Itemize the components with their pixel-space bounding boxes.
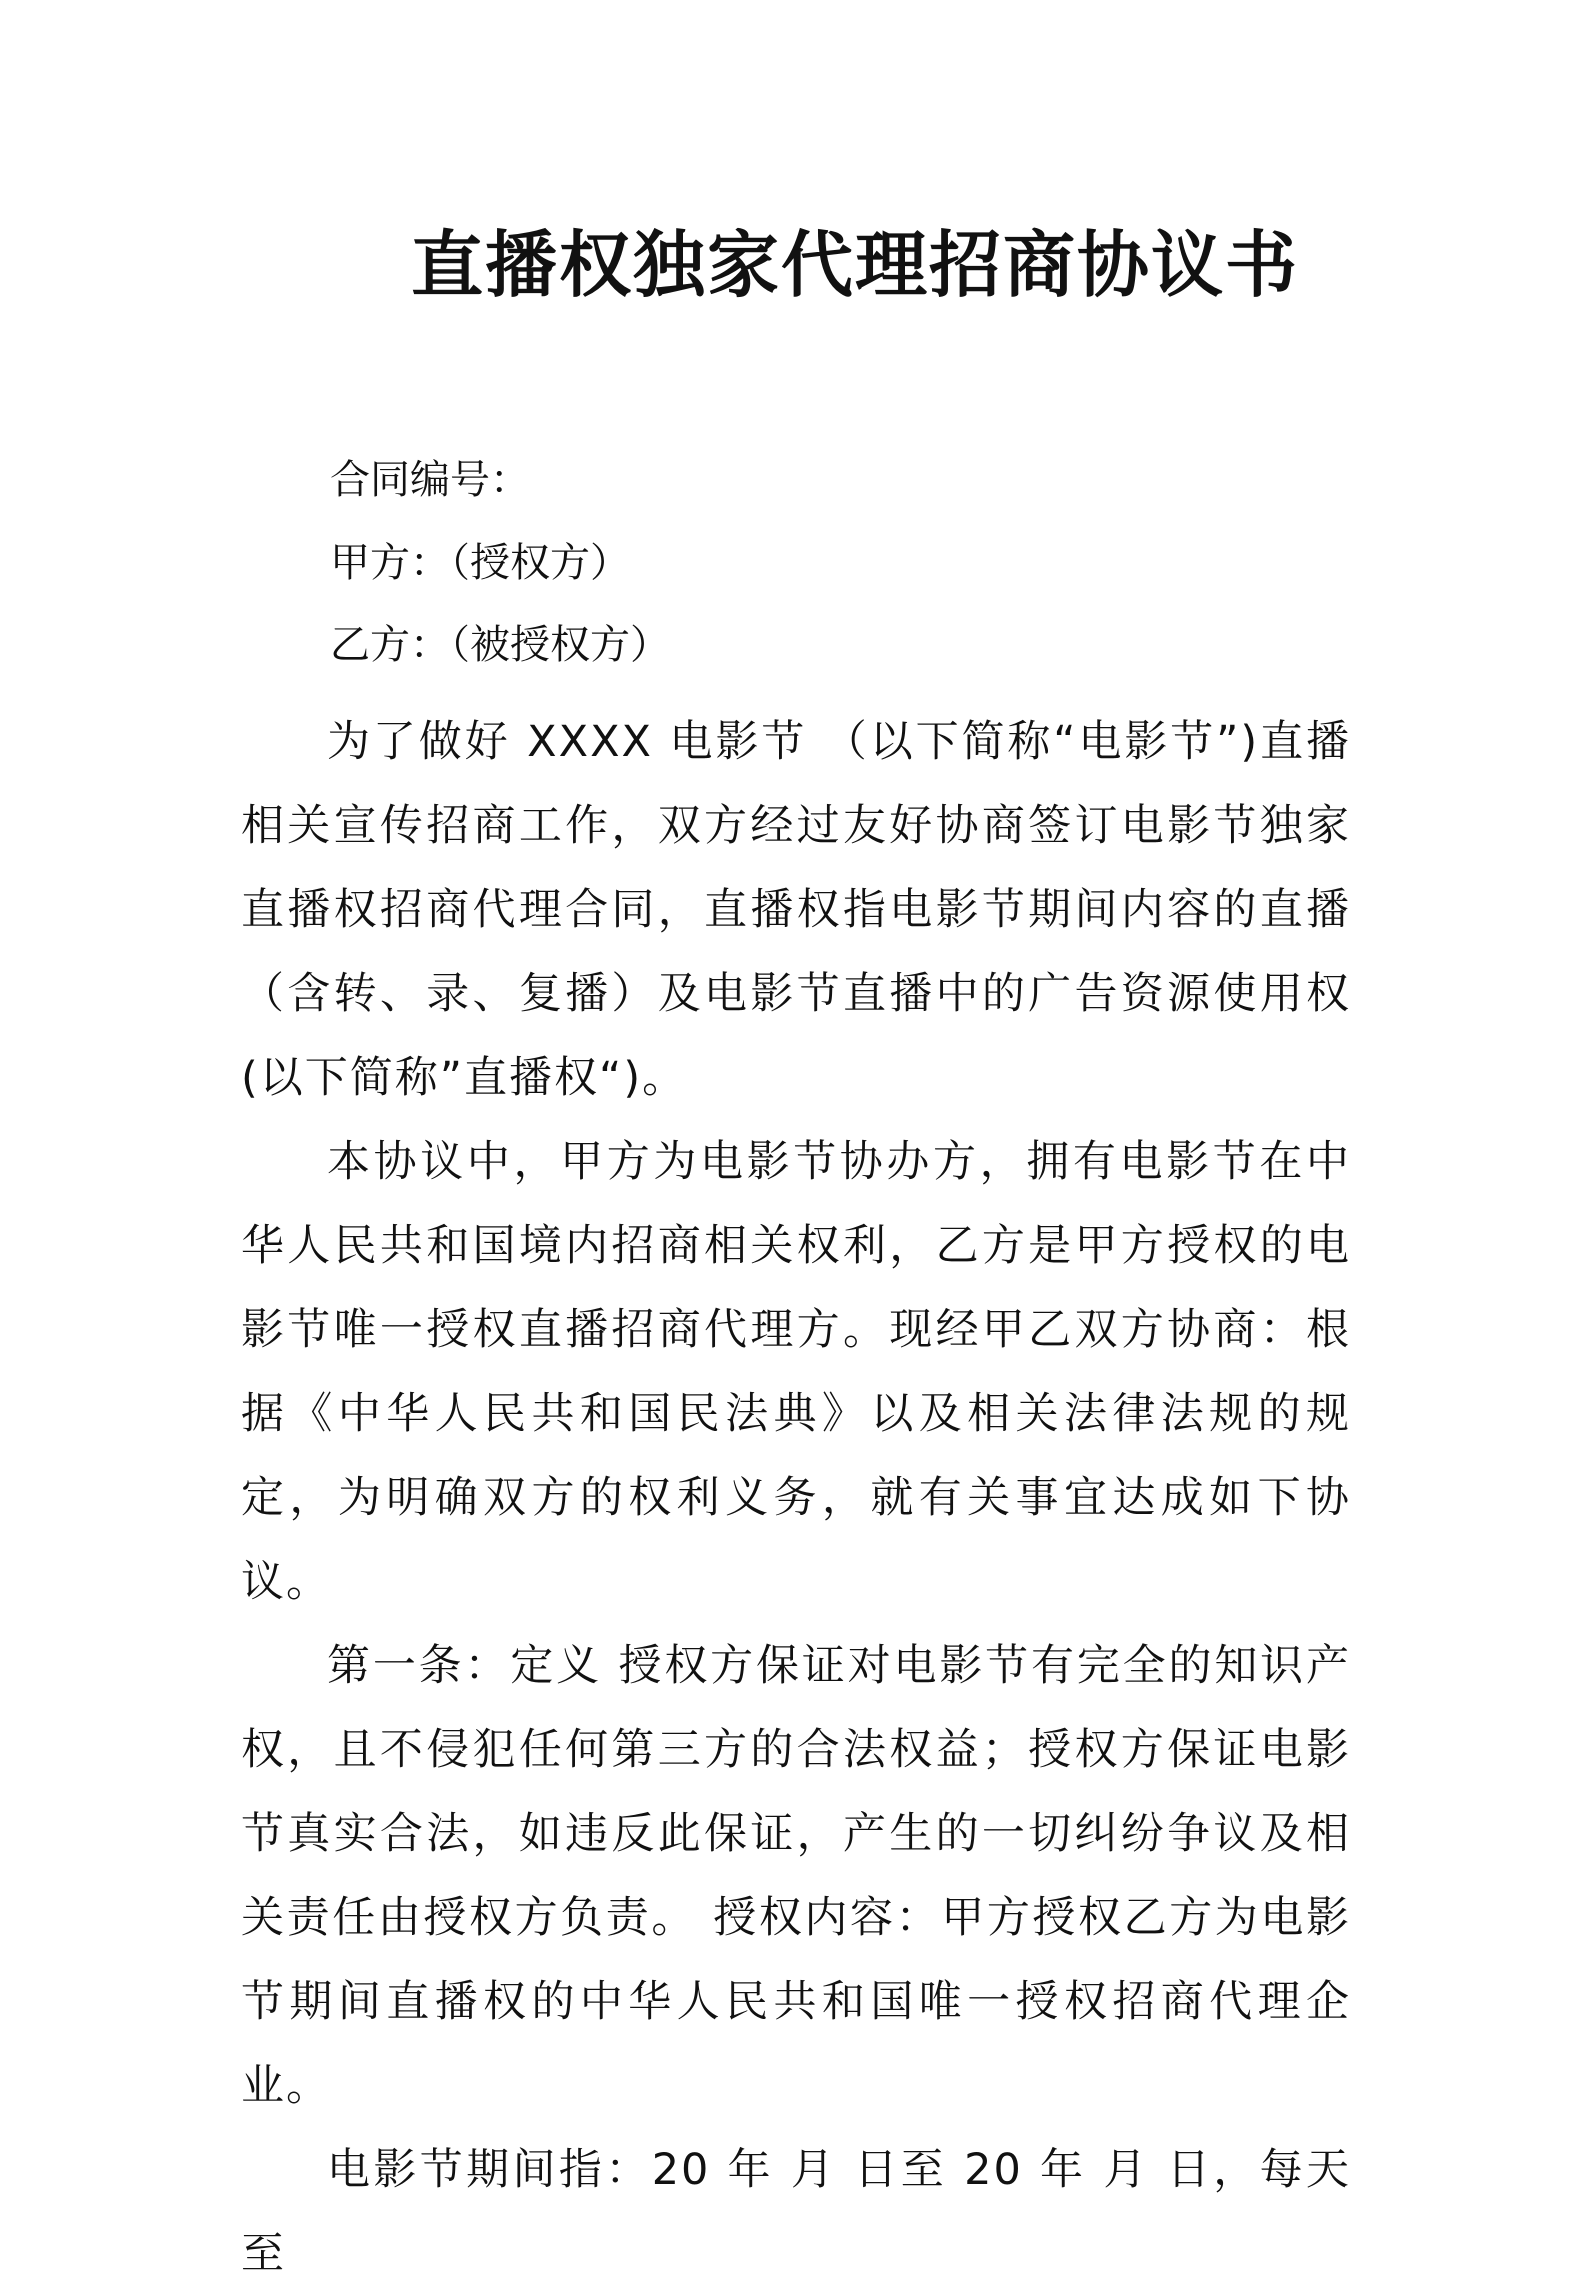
party-a-label: 甲方：（授权方） — [330, 540, 630, 586]
party-b-label: 乙方：（被授权方） — [330, 622, 670, 668]
paragraph-festival-period: 电影节期间指：20 年 月 日至 20 年 月 日，每天至 — [241, 2145, 1351, 2279]
document-title: 直播权独家代理招商协议书 — [410, 223, 1299, 307]
paragraph-purpose: 为了做好 XXXX 电影节 （以下简称“电影节”)直播相关宣传招商工作，双方经过友好协商签订电影节独家直播权招商代理合同，直播权指电影节期间内容的直播 （含转、录、复播）及电影节直播中的广告资源使用权(以下简称”直播权“)。 — [241, 717, 1351, 1103]
paragraph-background: 本协议中，甲方为电影节协办方，拥有电影节在中华人民共和国境内招商相关权利，乙方是甲方授权的电影节唯一授权直播招商代理方。现经甲乙双方协商：根据《中华人民共和国民法典》以及相关法律法规的规定，为明确双方的权利义务，就有关事宜达成如下协议。 — [241, 1137, 1351, 1607]
paragraph-article-one: 第一条：定义 授权方保证对电影节有完全的知识产权，且不侵犯任何第三方的合法权益；授权方保证电影节真实合法，如违反此保证，产生的一切纠纷争议及相关责任由授权方负责。 授权内容：甲方授权乙方为电影节期间直播权的中华人民共和国唯一授权招商代理企业。 — [241, 1641, 1351, 2111]
document-body — [241, 700, 1351, 2296]
contract-number-label: 合同编号： — [330, 457, 530, 503]
